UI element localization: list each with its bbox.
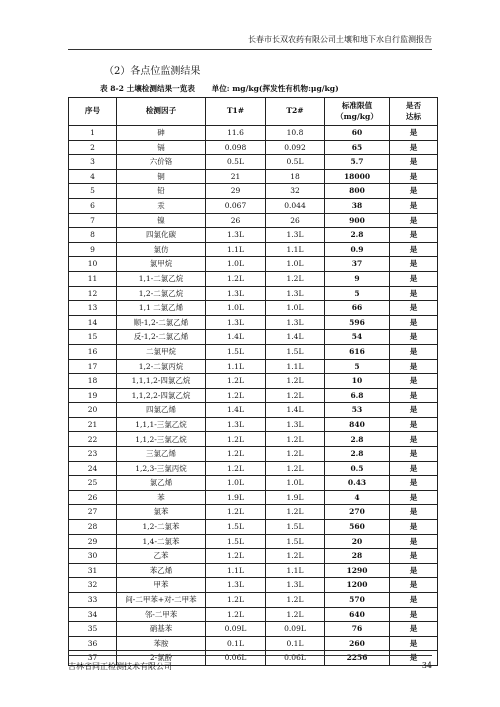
table-row (69, 563, 438, 578)
cell-t2: 1.2L (266, 388, 325, 403)
cell-limit: 2256 (325, 651, 390, 666)
table-caption (100, 83, 339, 94)
cell-limit: 4 (325, 490, 390, 505)
cell-t2: 1.0L (266, 257, 325, 272)
cell-compliance: 是 (390, 213, 438, 228)
cell-compliance: 是 (390, 549, 438, 564)
cell-factor: 铜 (117, 169, 206, 184)
cell-no: 16 (69, 344, 117, 359)
cell-factor: 苯 (117, 490, 206, 505)
cell-t1: 1.2L (206, 388, 266, 403)
table-row (69, 242, 438, 257)
cell-limit: 54 (325, 330, 390, 345)
cell-factor: 镉 (117, 140, 206, 155)
cell-no: 32 (69, 578, 117, 593)
table-row (69, 505, 438, 520)
table-row (69, 432, 438, 447)
cell-limit: 0.43 (325, 476, 390, 491)
cell-t2: 18 (266, 169, 325, 184)
cell-no: 5 (69, 184, 117, 199)
table-row (69, 622, 438, 637)
cell-no: 33 (69, 593, 117, 608)
cell-t1: 1.2L (206, 505, 266, 520)
cell-t1: 1.1L (206, 563, 266, 578)
header-divider (68, 49, 432, 50)
cell-t2: 1.2L (266, 461, 325, 476)
cell-t1: 0.1L (206, 636, 266, 651)
cell-compliance: 是 (390, 403, 438, 418)
cell-limit: 0.9 (325, 242, 390, 257)
table-row (69, 286, 438, 301)
table-row (69, 126, 438, 141)
cell-factor: 铅 (117, 184, 206, 199)
cell-no: 13 (69, 301, 117, 316)
cell-limit: 28 (325, 549, 390, 564)
cell-no: 30 (69, 549, 117, 564)
cell-compliance: 是 (390, 607, 438, 622)
cell-limit: 1200 (325, 578, 390, 593)
cell-compliance: 是 (390, 622, 438, 637)
table-row (69, 447, 438, 462)
column-header-t2: T2# (266, 98, 325, 126)
cell-t1: 0.06L (206, 651, 266, 666)
cell-no: 29 (69, 534, 117, 549)
cell-t2: 32 (266, 184, 325, 199)
cell-t1: 1.2L (206, 461, 266, 476)
cell-factor: 1,2-二氯苯 (117, 520, 206, 535)
cell-no: 2 (69, 140, 117, 155)
table-row (69, 490, 438, 505)
table-row (69, 461, 438, 476)
cell-compliance: 是 (390, 271, 438, 286)
cell-no: 4 (69, 169, 117, 184)
cell-t2: 1.4L (266, 403, 325, 418)
cell-t2: 1.2L (266, 447, 325, 462)
table-title: 表 8-2 土壤检测结果一览表 (100, 84, 195, 93)
cell-factor: 1,1-二氯乙烷 (117, 271, 206, 286)
cell-t2: 1.3L (266, 578, 325, 593)
cell-limit: 5 (325, 359, 390, 374)
cell-limit: 616 (325, 344, 390, 359)
column-header-compliance (390, 98, 438, 126)
cell-no: 37 (69, 651, 117, 666)
cell-no: 11 (69, 271, 117, 286)
cell-t2: 0.092 (266, 140, 325, 155)
cell-compliance: 是 (390, 286, 438, 301)
cell-limit: 596 (325, 315, 390, 330)
cell-t1: 0.09L (206, 622, 266, 637)
cell-compliance: 是 (390, 169, 438, 184)
cell-compliance: 是 (390, 388, 438, 403)
cell-no: 14 (69, 315, 117, 330)
cell-compliance: 是 (390, 534, 438, 549)
cell-compliance: 是 (390, 359, 438, 374)
cell-no: 6 (69, 198, 117, 213)
running-header: 长春市长双农药有限公司土壤和地下水自行监测报告 (248, 35, 432, 44)
column-header-compliance-line1: 是否 (405, 101, 422, 111)
cell-t2: 1.5L (266, 344, 325, 359)
cell-t1: 29 (206, 184, 266, 199)
cell-t2: 10.8 (266, 126, 325, 141)
table-row (69, 257, 438, 272)
footer-divider (68, 655, 432, 656)
table-unit: 单位: mg/kg(挥发性有机物:μg/kg) (211, 84, 339, 93)
cell-no: 3 (69, 155, 117, 170)
cell-t2: 0.06L (266, 651, 325, 666)
cell-factor: 1,1,1,2-四氯乙烷 (117, 374, 206, 389)
cell-factor: 1,1,2,2-四氯乙烷 (117, 388, 206, 403)
cell-no: 20 (69, 403, 117, 418)
cell-compliance: 是 (390, 461, 438, 476)
cell-t1: 1.0L (206, 476, 266, 491)
cell-factor: 砷 (117, 126, 206, 141)
cell-limit: 76 (325, 622, 390, 637)
cell-factor: 1,2,3-三氯丙烷 (117, 461, 206, 476)
cell-compliance: 是 (390, 242, 438, 257)
cell-t1: 26 (206, 213, 266, 228)
cell-t2: 1.3L (266, 286, 325, 301)
table-row (69, 330, 438, 345)
cell-factor: 1,2-二氯乙烷 (117, 286, 206, 301)
cell-t2: 1.2L (266, 607, 325, 622)
cell-factor: 邻-二甲苯 (117, 607, 206, 622)
cell-factor: 氯仿 (117, 242, 206, 257)
cell-limit: 53 (325, 403, 390, 418)
cell-t1: 0.067 (206, 198, 266, 213)
table-row (69, 140, 438, 155)
cell-t1: 1.3L (206, 315, 266, 330)
cell-limit: 800 (325, 184, 390, 199)
cell-factor: 1,4-二氯苯 (117, 534, 206, 549)
cell-t1: 1.2L (206, 549, 266, 564)
cell-factor: 反-1,2-二氯乙烯 (117, 330, 206, 345)
cell-t2: 1.2L (266, 432, 325, 447)
cell-no: 21 (69, 417, 117, 432)
cell-factor: 乙苯 (117, 549, 206, 564)
cell-t2: 1.2L (266, 593, 325, 608)
cell-limit: 66 (325, 301, 390, 316)
table-row (69, 374, 438, 389)
footer-company: 吉林省同正检测技术有限公司 (68, 662, 172, 671)
table-row (69, 271, 438, 286)
cell-no: 27 (69, 505, 117, 520)
cell-no: 7 (69, 213, 117, 228)
cell-no: 19 (69, 388, 117, 403)
cell-t1: 1.0L (206, 257, 266, 272)
cell-t2: 0.1L (266, 636, 325, 651)
cell-factor: 四氯乙烯 (117, 403, 206, 418)
cell-t1: 1.5L (206, 520, 266, 535)
cell-factor: 顺-1,2-二氯乙烯 (117, 315, 206, 330)
cell-factor: 氯甲烷 (117, 257, 206, 272)
cell-factor: 氯苯 (117, 505, 206, 520)
table-row (69, 534, 438, 549)
cell-no: 36 (69, 636, 117, 651)
cell-compliance: 是 (390, 198, 438, 213)
cell-factor: 2-氯酚 (117, 651, 206, 666)
table-row (69, 476, 438, 491)
cell-t2: 1.2L (266, 271, 325, 286)
cell-t2: 1.1L (266, 242, 325, 257)
cell-t1: 1.5L (206, 344, 266, 359)
cell-t2: 1.2L (266, 549, 325, 564)
table-row (69, 636, 438, 651)
cell-no: 8 (69, 228, 117, 243)
cell-no: 35 (69, 622, 117, 637)
cell-factor: 1,1,2-三氯乙烷 (117, 432, 206, 447)
cell-t2: 1.2L (266, 374, 325, 389)
cell-no: 31 (69, 563, 117, 578)
cell-no: 28 (69, 520, 117, 535)
column-header-limit-label: 标准限值 (341, 101, 373, 111)
cell-t1: 1.1L (206, 359, 266, 374)
page-number: 34 (421, 661, 432, 670)
cell-limit: 270 (325, 505, 390, 520)
cell-factor: 间-二甲苯+对-二甲苯 (117, 593, 206, 608)
cell-factor: 硝基苯 (117, 622, 206, 637)
cell-t1: 1.3L (206, 228, 266, 243)
cell-t1: 1.2L (206, 593, 266, 608)
cell-limit: 0.5 (325, 461, 390, 476)
cell-compliance: 是 (390, 593, 438, 608)
cell-no: 34 (69, 607, 117, 622)
cell-limit: 560 (325, 520, 390, 535)
cell-limit: 570 (325, 593, 390, 608)
cell-compliance: 是 (390, 155, 438, 170)
cell-t1: 1.9L (206, 490, 266, 505)
cell-compliance: 是 (390, 476, 438, 491)
cell-limit: 2.8 (325, 447, 390, 462)
cell-t1: 1.2L (206, 607, 266, 622)
cell-t1: 21 (206, 169, 266, 184)
cell-compliance: 是 (390, 505, 438, 520)
table-row (69, 155, 438, 170)
cell-compliance: 是 (390, 578, 438, 593)
cell-factor: 二氯甲烷 (117, 344, 206, 359)
cell-factor: 四氯化碳 (117, 228, 206, 243)
cell-limit: 18000 (325, 169, 390, 184)
section-title: （2）各点位监测结果 (104, 66, 201, 77)
cell-limit: 5.7 (325, 155, 390, 170)
cell-limit: 900 (325, 213, 390, 228)
cell-factor: 1,1,1-三氯乙烷 (117, 417, 206, 432)
cell-t1: 11.6 (206, 126, 266, 141)
cell-factor: 三氯乙烯 (117, 447, 206, 462)
column-header-no: 序号 (69, 98, 117, 126)
cell-t1: 1.1L (206, 242, 266, 257)
cell-t2: 1.0L (266, 301, 325, 316)
column-header-limit-unit: （mg/kg） (336, 111, 378, 121)
cell-limit: 5 (325, 286, 390, 301)
cell-t1: 1.2L (206, 271, 266, 286)
cell-no: 9 (69, 242, 117, 257)
cell-limit: 2.8 (325, 228, 390, 243)
cell-t2: 0.09L (266, 622, 325, 637)
cell-no: 18 (69, 374, 117, 389)
cell-t2: 1.5L (266, 520, 325, 535)
cell-t2: 1.3L (266, 315, 325, 330)
table-row (69, 578, 438, 593)
cell-no: 10 (69, 257, 117, 272)
table-row (69, 359, 438, 374)
cell-compliance: 是 (390, 520, 438, 535)
cell-compliance: 是 (390, 140, 438, 155)
cell-no: 24 (69, 461, 117, 476)
cell-t2: 1.3L (266, 417, 325, 432)
cell-t1: 1.3L (206, 417, 266, 432)
cell-t2: 26 (266, 213, 325, 228)
cell-no: 17 (69, 359, 117, 374)
cell-factor: 苯胺 (117, 636, 206, 651)
column-header-limit (325, 98, 390, 126)
cell-compliance: 是 (390, 490, 438, 505)
cell-limit: 640 (325, 607, 390, 622)
table-row (69, 417, 438, 432)
cell-t1: 1.5L (206, 534, 266, 549)
cell-no: 22 (69, 432, 117, 447)
cell-compliance: 是 (390, 330, 438, 345)
cell-compliance: 是 (390, 126, 438, 141)
table-row (69, 403, 438, 418)
cell-compliance: 是 (390, 301, 438, 316)
cell-t1: 1.2L (206, 447, 266, 462)
cell-t2: 1.3L (266, 228, 325, 243)
cell-compliance: 是 (390, 228, 438, 243)
cell-compliance: 是 (390, 432, 438, 447)
cell-t1: 1.4L (206, 403, 266, 418)
cell-no: 15 (69, 330, 117, 345)
cell-factor: 1,2-二氯丙烷 (117, 359, 206, 374)
cell-factor: 氯乙烯 (117, 476, 206, 491)
cell-no: 12 (69, 286, 117, 301)
cell-t1: 1.4L (206, 330, 266, 345)
cell-compliance: 是 (390, 344, 438, 359)
cell-t2: 1.2L (266, 505, 325, 520)
cell-limit: 9 (325, 271, 390, 286)
cell-t2: 1.1L (266, 359, 325, 374)
table-row (69, 607, 438, 622)
cell-t1: 1.0L (206, 301, 266, 316)
table-row (69, 388, 438, 403)
cell-no: 1 (69, 126, 117, 141)
cell-limit: 260 (325, 636, 390, 651)
cell-t2: 1.0L (266, 476, 325, 491)
soil-results-table (68, 97, 438, 666)
cell-t2: 1.1L (266, 563, 325, 578)
cell-t1: 1.3L (206, 578, 266, 593)
cell-t2: 1.9L (266, 490, 325, 505)
cell-factor: 镍 (117, 213, 206, 228)
table-header-row (69, 98, 438, 126)
cell-compliance: 是 (390, 374, 438, 389)
table-row (69, 198, 438, 213)
cell-t1: 1.3L (206, 286, 266, 301)
cell-limit: 38 (325, 198, 390, 213)
cell-compliance: 是 (390, 651, 438, 666)
column-header-compliance-line2: 达标 (405, 111, 422, 121)
cell-compliance: 是 (390, 417, 438, 432)
table-row (69, 184, 438, 199)
table-row (69, 344, 438, 359)
table-row (69, 593, 438, 608)
cell-t1: 1.2L (206, 374, 266, 389)
cell-limit: 20 (325, 534, 390, 549)
cell-no: 26 (69, 490, 117, 505)
table-row (69, 549, 438, 564)
cell-t2: 1.4L (266, 330, 325, 345)
cell-t2: 0.5L (266, 155, 325, 170)
cell-limit: 840 (325, 417, 390, 432)
cell-t1: 0.5L (206, 155, 266, 170)
cell-t2: 1.5L (266, 534, 325, 549)
column-header-factor: 检测因子 (117, 98, 206, 126)
cell-compliance: 是 (390, 447, 438, 462)
cell-t1: 0.098 (206, 140, 266, 155)
table-row (69, 213, 438, 228)
table-body (69, 126, 438, 666)
cell-t1: 1.2L (206, 432, 266, 447)
cell-no: 25 (69, 476, 117, 491)
cell-compliance: 是 (390, 315, 438, 330)
cell-compliance: 是 (390, 257, 438, 272)
table-row (69, 228, 438, 243)
cell-limit: 2.8 (325, 432, 390, 447)
cell-compliance: 是 (390, 184, 438, 199)
table-row (69, 169, 438, 184)
cell-limit: 60 (325, 126, 390, 141)
cell-factor: 1,1 二氯乙烯 (117, 301, 206, 316)
cell-limit: 37 (325, 257, 390, 272)
cell-factor: 汞 (117, 198, 206, 213)
table-row (69, 520, 438, 535)
table-row (69, 315, 438, 330)
cell-factor: 甲苯 (117, 578, 206, 593)
cell-factor: 苯乙烯 (117, 563, 206, 578)
cell-limit: 6.8 (325, 388, 390, 403)
cell-compliance: 是 (390, 563, 438, 578)
cell-limit: 1290 (325, 563, 390, 578)
cell-compliance: 是 (390, 636, 438, 651)
table-row (69, 301, 438, 316)
cell-limit: 65 (325, 140, 390, 155)
column-header-t1: T1# (206, 98, 266, 126)
cell-factor: 六价铬 (117, 155, 206, 170)
cell-t2: 0.044 (266, 198, 325, 213)
cell-limit: 10 (325, 374, 390, 389)
cell-no: 23 (69, 447, 117, 462)
